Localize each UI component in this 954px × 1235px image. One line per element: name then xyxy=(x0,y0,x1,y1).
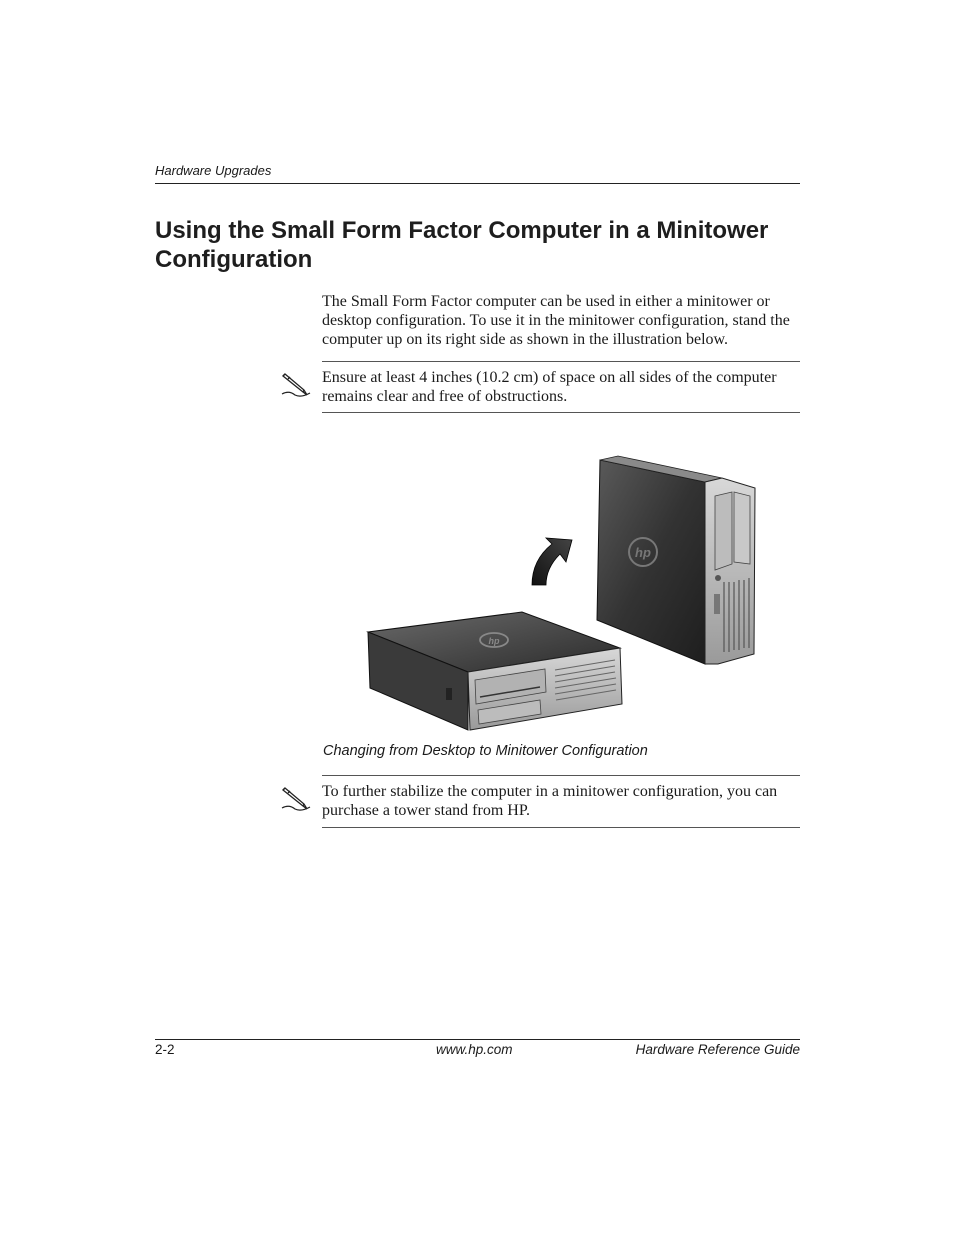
footer-rule xyxy=(155,1039,800,1040)
desktop-hp-logo: hp xyxy=(488,636,500,646)
desktop-to-minitower-illustration xyxy=(360,452,760,737)
footer-guide-title: Hardware Reference Guide xyxy=(635,1042,800,1057)
section-title: Using the Small Form Factor Computer in a Minitower Configuration xyxy=(155,217,769,273)
note-2-top-rule xyxy=(322,775,800,776)
intro-paragraph: The Small Form Factor computer can be used in either a minitower or desktop configuration. To use it in the minitower configuration, stand the computer up on its right side as shown in the illustration below. xyxy=(322,293,790,348)
page-number: 2-2 xyxy=(155,1042,175,1057)
tower-hp-logo: hp xyxy=(635,545,651,560)
pencil-note-icon xyxy=(279,370,313,398)
note-2-bottom-rule xyxy=(322,827,800,828)
note-2-text: To further stabilize the computer in a minitower configuration, you can purchase a tower stand from HP. xyxy=(322,783,778,819)
rotate-arrow-icon xyxy=(532,538,572,585)
minitower-computer xyxy=(597,456,755,664)
footer-url: www.hp.com xyxy=(436,1042,513,1057)
pencil-note-icon xyxy=(279,784,313,812)
note-1-text: Ensure at least 4 inches (10.2 cm) of space on all sides of the computer remains clear and free of obstructions. xyxy=(322,369,777,405)
desktop-computer xyxy=(368,612,622,730)
figure-caption: Changing from Desktop to Minitower Configuration xyxy=(323,743,648,759)
running-header: Hardware Upgrades xyxy=(155,163,272,178)
note-1-bottom-rule xyxy=(322,412,800,413)
header-rule xyxy=(155,183,800,184)
note-1-top-rule xyxy=(322,361,800,362)
